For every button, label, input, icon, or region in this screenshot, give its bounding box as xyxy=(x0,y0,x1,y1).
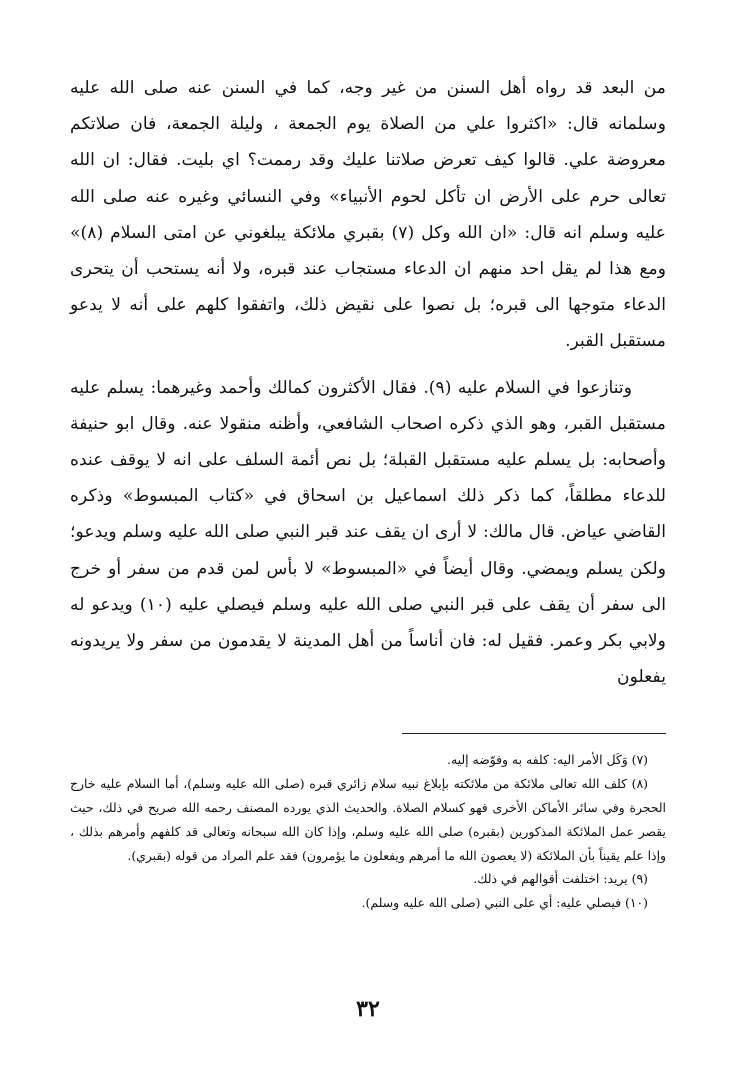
body-paragraph-2: وتنازعوا في السلام عليه (٩). فقال الأكثرون كمالك وأحمد وغيرهما: يسلم عليه مستقبل القبر، وهو الذي ذكره اصحاب الشافعي، وأظنه منقولا عنه. وقال ابو حنيفة وأصحابه: بل يسلم عليه مستقبل القبلة؛ بل نص أئمة السلف على انه لا يوقف عنده للدعاء مطلقاً، كما ذكر ذلك اسماعيل بن اسحاق في «كتاب المبسوط» وذكره القاضي عياض. قال مالك: لا أرى ان يقف عند قبر النبي صلى الله عليه وسلم ويدعو؛ ولكن يسلم ويمضي. وقال أيضاً في «المبسوط» لا بأس لمن قدم من سفر أو خرج الى سفر أن يقف على قبر النبي صلى الله عليه وسلم فيصلي عليه (١٠) ويدعو له ولابي بكر وعمر. فقيل له: فان أناساً من أهل المدينة لا يقدمون من سفر ولا يريدونه يفعلون xyxy=(70,377,666,688)
footnote-7: (٧) وَكَل الأمر اليه: كلفه به وفوّضه إليه. xyxy=(447,752,648,768)
footnotes xyxy=(70,748,666,915)
body-paragraph-1: من البعد قد رواه أهل السنن من غير وجه، كما في السنن عنه صلى الله عليه وسلمانه قال: «اكثروا علي من الصلاة يوم الجمعة ، وليلة الجمعة، فان صلاتكم معروضة علي. قالوا كيف تعرض صلاتنا عليك وقد رممت؟ اي بليت. فقال: ان الله تعالى حرم على الأرض ان تأكل لحوم الأنبياء» وفي النسائي وغيره عنه صلى الله عليه وسلم انه قال: «ان الله وكل (٧) بقبري ملائكة يبلغوني عن امتى السلام (٨)» ومع هذا لم يقل احد منهم ان الدعاء مستجاب عند قبره، ولا أنه يستحب أن يتحرى الدعاء متوجها الى قبره؛ بل نصوا على نقيض ذلك، واتفقوا كلهم على أنه لا يدعو مستقبل القبر. xyxy=(70,78,666,352)
main-text xyxy=(70,70,666,695)
footnote-9: (٩) يريد: اختلفت أقوالهم في ذلك. xyxy=(473,871,648,887)
footnote-separator xyxy=(402,733,666,734)
footnote-8: (٨) كلف الله تعالى ملائكة من ملائكته بإبلاغ نبيه سلام زائري قبره (صلى الله عليه وسلم)، أما السلام عليه خارج الحجرة وفي سائر الأماكن الأخرى فهو كسلام الصلاة. والحديث الذي يورده المصنف رحمه الله صريح في ذلك، حيث يقصر عمل الملائكة المذكورين (بقبره) صلى الله عليه وسلم، وإذا كان الله سبحانه وتعالى قد كلفهم وأمرهم بذلك ، وإذا علم يقيناً بأن الملائكة (لا يعصون الله ما أمرهم ويفعلون ما يؤمرون) فقد علم المراد من قوله (بقبري). xyxy=(70,776,666,863)
document-page xyxy=(70,70,666,915)
footnote-10: (١٠) فيصلي عليه: أي على النبي (صلى الله عليه وسلم). xyxy=(361,895,648,911)
page-number: ٣٢ xyxy=(356,996,380,1022)
